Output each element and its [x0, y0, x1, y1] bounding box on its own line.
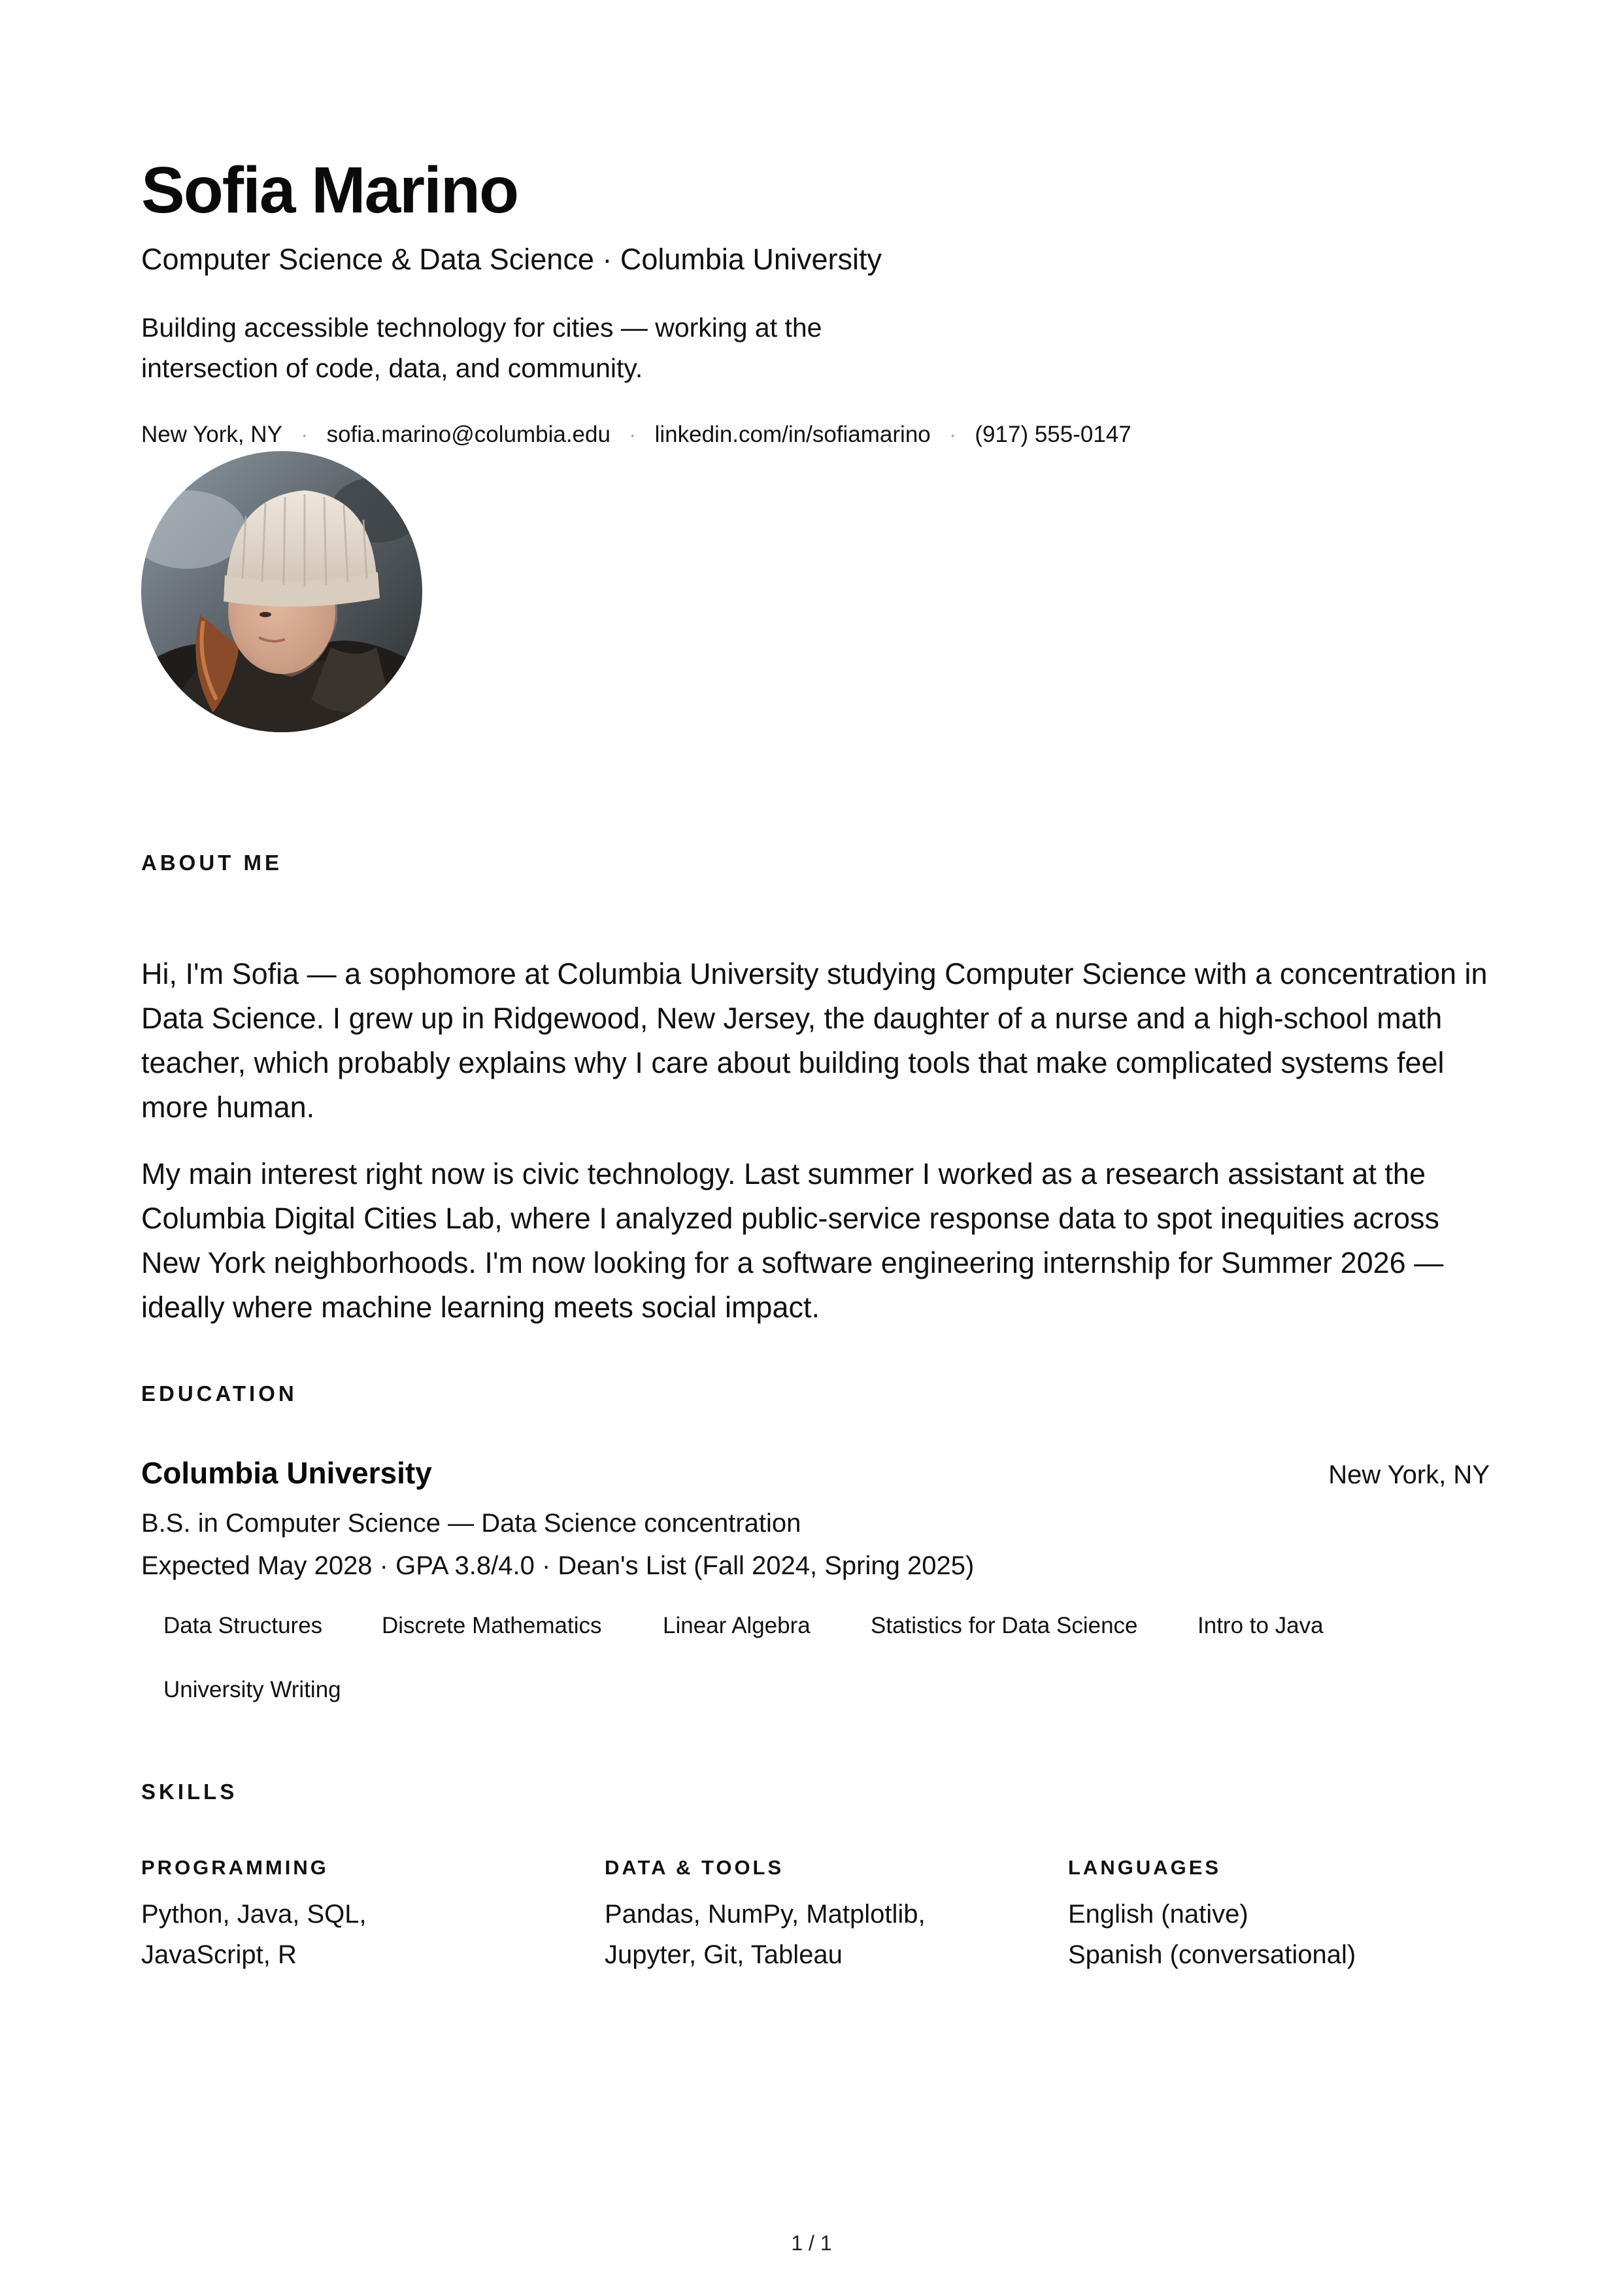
resume-page [141, 0, 1490, 2296]
course-chip: Intro to Java [1197, 1613, 1324, 1638]
course-chip: Data Structures [163, 1613, 323, 1638]
contact-linkedin[interactable]: linkedin.com/in/sofiamarino [654, 422, 931, 447]
page-number: 1 / 1 [791, 2231, 832, 2255]
skill-line: JavaScript, R [141, 1940, 297, 1970]
education-location: New York, NY [1328, 1460, 1490, 1489]
skill-line: English (native) [1068, 1900, 1248, 1929]
profile-photo [141, 451, 422, 732]
contact-separator: · [300, 422, 309, 447]
skill-line: Pandas, NumPy, Matplotlib, [605, 1900, 926, 1929]
skill-column-data-tools [605, 1855, 1023, 1975]
course-chip: University Writing [163, 1677, 341, 1702]
course-chip: Linear Algebra [663, 1613, 811, 1638]
contact-email[interactable]: sofia.marino@columbia.edu [326, 422, 611, 447]
education-degree: B.S. in Computer Science — Data Science concentration [141, 1509, 801, 1538]
resume-headline: Computer Science & Data Science · Columbia University [141, 243, 882, 276]
section-title-education: EDUCATION [141, 1381, 297, 1406]
section-title-about: ABOUT ME [141, 851, 282, 875]
resume-tagline: Building accessible technology for cities — working at the intersection of code, data, and community. [141, 312, 822, 383]
skill-heading: LANGUAGES [1068, 1856, 1222, 1879]
contact-line [141, 420, 1131, 450]
skill-heading: DATA & TOOLS [605, 1856, 784, 1879]
profile-photo-illustration [141, 451, 422, 732]
about-text [141, 952, 1490, 1352]
education-school: Columbia University [141, 1456, 432, 1490]
about-paragraph: My main interest right now is civic technology. Last summer I worked as a research assistant at the Columbia Digital Cities Lab, where I analyzed public-service response data to spot inequities across New York neighborhoods. I'm now looking for a software engineering internship for Summer 2026 — ideally where machine learning meets social impact. [141, 1157, 1444, 1324]
skill-column-programming [141, 1855, 560, 1975]
skill-line: Python, Java, SQL, [141, 1900, 367, 1929]
skill-heading: PROGRAMMING [141, 1856, 329, 1879]
contact-separator: · [628, 422, 637, 447]
contact-phone[interactable]: (917) 555-0147 [975, 422, 1131, 447]
about-paragraph: Hi, I'm Sofia — a sophomore at Columbia University studying Computer Science with a concentration in Data Science. I grew up in Ridgewood, New Jersey, the daughter of a nurse and a high-school math teacher, which probably explains why I care about building tools that make complicated systems feel more human. [141, 957, 1488, 1124]
skill-line: Spanish (conversational) [1068, 1940, 1356, 1970]
section-title-skills: SKILLS [141, 1780, 238, 1804]
skill-line: Jupyter, Git, Tableau [605, 1940, 843, 1970]
course-chip: Discrete Mathematics [382, 1613, 602, 1638]
contact-location: New York, NY [141, 422, 282, 447]
education-details: Expected May 2028 · GPA 3.8/4.0 · Dean's List (Fall 2024, Spring 2025) [141, 1551, 975, 1580]
skill-column-languages [1068, 1855, 1486, 1975]
course-chip: Statistics for Data Science [871, 1613, 1138, 1638]
resume-name: Sofia Marino [141, 154, 518, 227]
contact-separator: · [948, 422, 957, 447]
